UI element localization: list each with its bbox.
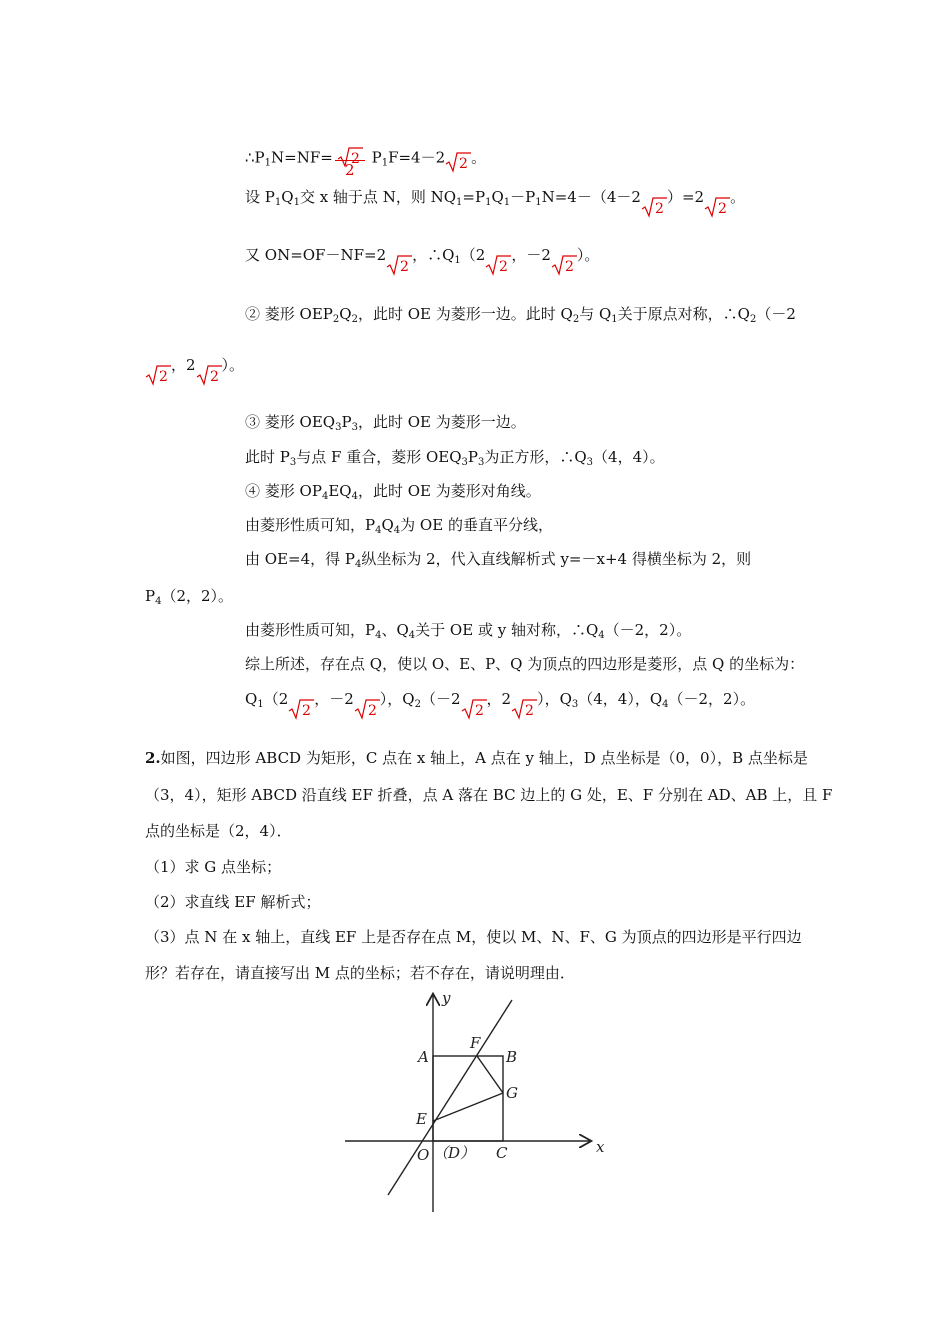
label-a: A — [418, 1048, 429, 1066]
segment-fg — [477, 1056, 503, 1093]
svg-text:2: 2 — [159, 369, 168, 385]
solution-line-7: 此时 $P_3$与点 F 重合，菱形 $OEQ_3P_3$为正方形，$\therefore Q_3(4$，4）。 — [245, 448, 665, 468]
solution-line-9: 由菱形性质可知，$P_4Q_4$为 OE 的垂直平分线， — [245, 516, 553, 536]
label-e: E — [416, 1110, 427, 1128]
label-y: y — [442, 990, 451, 1007]
solution-line-8: ④ 菱形 $OP_4EQ_4$，此时 OE 为菱形对角线。 — [245, 482, 541, 502]
question-3-line-1: （3）点 N 在 x 轴上，直线 EF 上是否存在点 M，使以 M、N、F、G 为顶点的四边形是平行四边 — [145, 928, 802, 946]
sqrt2-radical — [641, 196, 667, 218]
problem-number: 2. — [145, 749, 161, 767]
question-2: （2）求直线 EF 解析式； — [145, 893, 321, 911]
svg-text:2: 2 — [459, 155, 469, 172]
sqrt2-radical — [445, 151, 471, 173]
solution-line-1: $\therefore P_1N=NF=$ $\frac{2}{2}$ $P_1F=4-2$ 2 。 — [245, 138, 486, 179]
solution-line-12: 由菱形性质可知，$P_4$、$Q_4$关于 OE 或 y 轴对称，$\therefore Q_4(-2$，2）。 — [245, 621, 692, 641]
svg-text:2: 2 — [525, 703, 534, 719]
sqrt2-radical — [551, 254, 577, 276]
sqrt2-radical — [145, 364, 171, 386]
sqrt2-radical — [511, 698, 537, 720]
solution-line-2: 设 $P_1Q_1$交 x 轴于点 N，则 $NQ_1=P_1Q_1-P_1N=4-(4-2$ 2 ）=2 2 。 — [245, 188, 746, 217]
label-g: G — [506, 1084, 518, 1102]
solution-line-4: ② 菱形 $OEP_2Q_2$，此时 OE 为菱形一边。此时 $Q_2$与 $Q_1$关于原点对称，$\therefore Q_2(-2$ — [245, 305, 796, 325]
svg-text:2: 2 — [209, 369, 219, 385]
svg-text:2: 2 — [367, 703, 377, 719]
svg-text:2: 2 — [302, 703, 312, 719]
sqrt2-radical — [386, 254, 412, 276]
solution-line-14: $Q_1(2$ 2 ，－2 2 ），$Q_2(-2$ 2 ，2 2 ），$Q_3(4$，4），$Q_4(-2$，2）。 — [245, 690, 756, 719]
svg-text:2: 2 — [400, 259, 410, 275]
svg-text:2: 2 — [474, 703, 484, 719]
sqrt2-radical — [704, 196, 730, 218]
fraction-sqrt2-over-2: $\frac{2}{2}$ — [335, 138, 365, 179]
question-1: （1）求 G 点坐标； — [145, 858, 282, 876]
solution-line-6: ③ 菱形 $OEQ_3P_3$，此时 OE 为菱形一边。 — [245, 413, 526, 433]
label-x: x — [596, 1138, 605, 1156]
geometry-figure — [340, 990, 610, 1215]
label-c: C — [496, 1144, 508, 1162]
label-f: F — [470, 1034, 481, 1052]
label-o: O — [417, 1146, 430, 1164]
solution-line-10: 由 OE=4，得 $P_4$纵坐标为 2，代入直线解析式 y=－x+4 得横坐标为 2，则 — [245, 550, 752, 570]
question-3-line-2: 形？若存在，请直接写出 M 点的坐标；若不存在，请说明理由． — [145, 964, 575, 982]
svg-text:2: 2 — [718, 201, 727, 217]
svg-text:2: 2 — [350, 151, 360, 167]
problem-line-1: 2.如图，四边形 ABCD 为矩形，C 点在 x 轴上，A 点在 y 轴上，D 点坐标是（0，0），B 点坐标是 — [145, 749, 808, 767]
solution-line-3: 又 ON=OF－NF=2 2 ，$\therefore Q_1(2$ 2 ，－2 2 ）。 — [245, 246, 600, 275]
solution-line-5: 2 ，2 2 ）。 — [145, 354, 244, 386]
sqrt2-radical — [337, 146, 363, 168]
sqrt2-radical — [461, 698, 487, 720]
svg-text:2: 2 — [499, 259, 509, 275]
sqrt2-radical — [354, 698, 380, 720]
problem-line-3: 点的坐标是（2，4）． — [145, 822, 292, 840]
svg-text:2: 2 — [654, 201, 664, 217]
label-d: （D） — [433, 1144, 476, 1162]
sqrt2-radical — [196, 364, 222, 386]
solution-line-13: 综上所述，存在点 Q，使以 O、E、P、Q 为顶点的四边形是菱形，点 Q 的坐标为： — [245, 655, 805, 673]
label-b: B — [506, 1048, 518, 1066]
sqrt2-radical — [485, 254, 511, 276]
problem-line-2: （3，4），矩形 ABCD 沿直线 EF 折叠，点 A 落在 BC 边上的 G 处，E、F 分别在 AD、AB 上，且 F — [145, 786, 833, 804]
sqrt2-radical — [288, 698, 314, 720]
solution-line-11: $P_4(2$，2）。 — [145, 587, 234, 607]
svg-text:2: 2 — [564, 259, 574, 275]
